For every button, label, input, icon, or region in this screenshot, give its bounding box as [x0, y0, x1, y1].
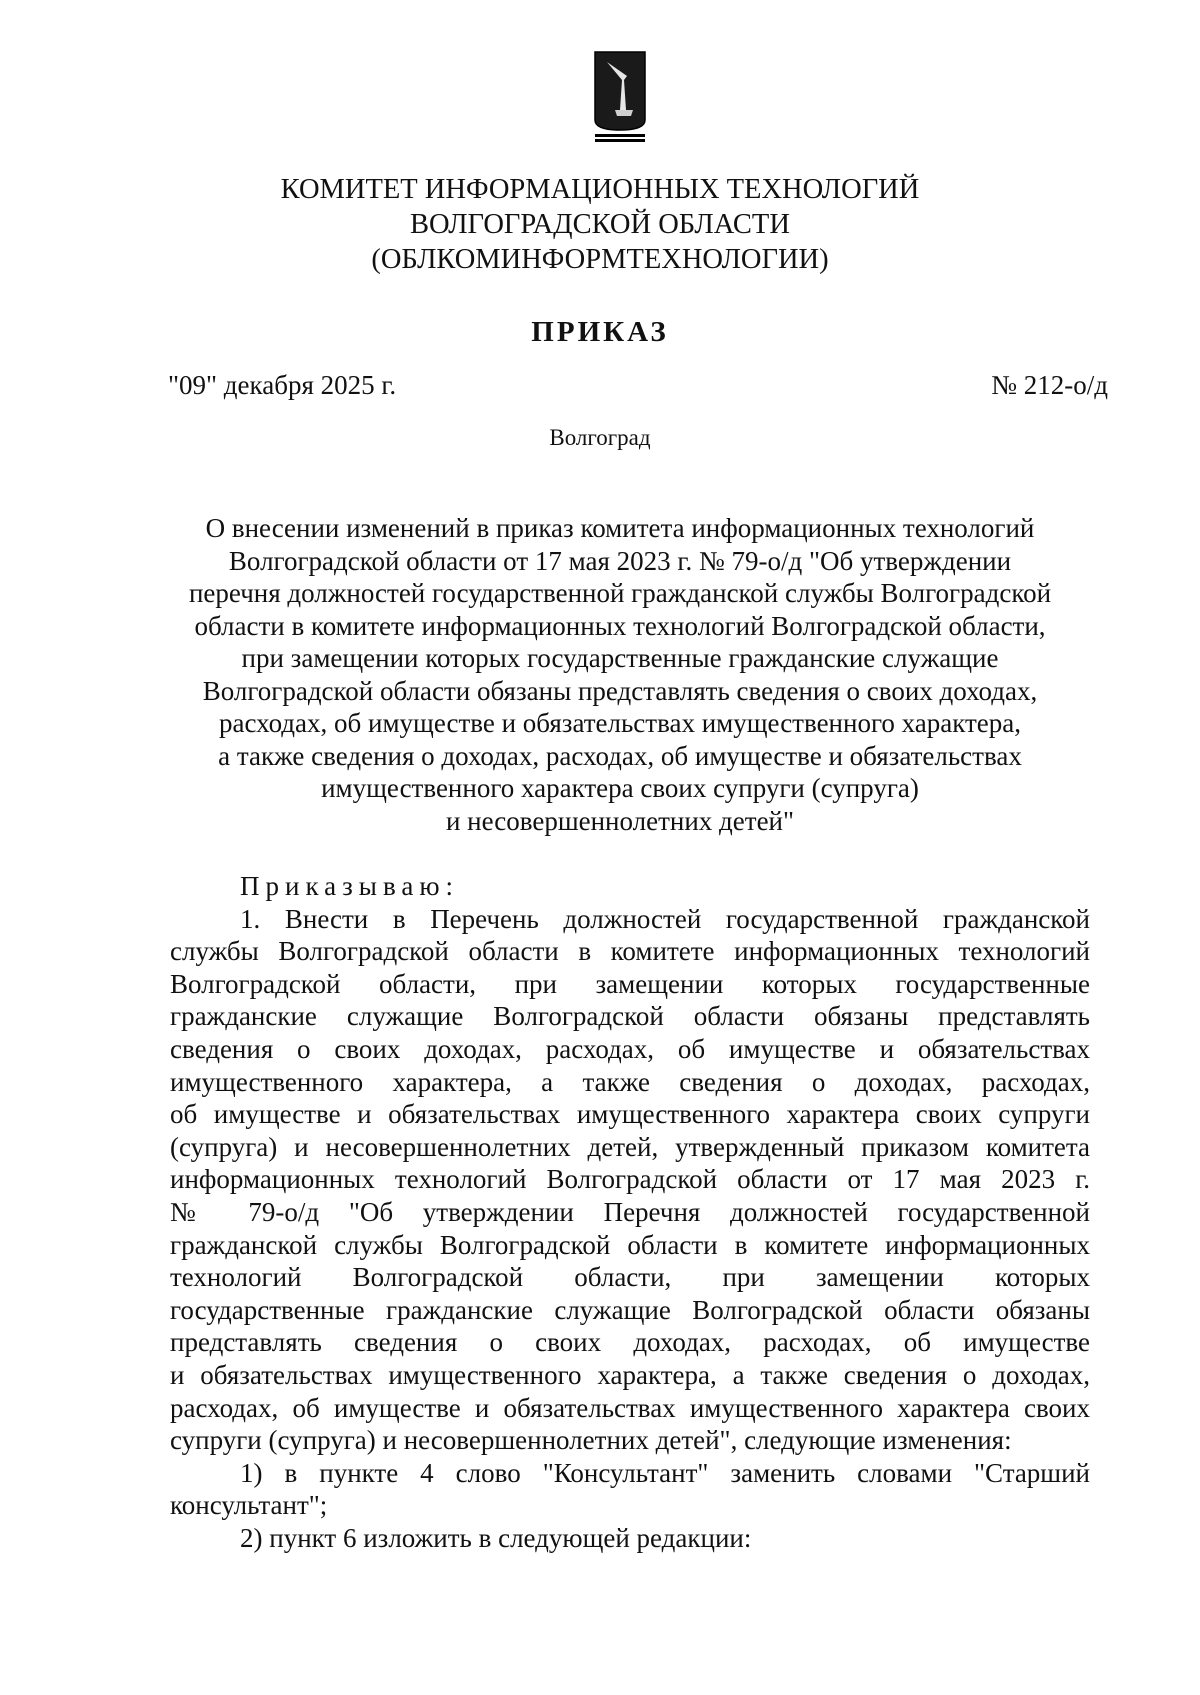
document-title: ПРИКАЗ: [531, 316, 669, 348]
order-number: № 212-о/д: [991, 370, 1108, 400]
item-1-line: сведения о своих доходах, расходах, об имуществе и обязательствах: [170, 1033, 1090, 1064]
item-1-line: представлять сведения о своих доходах, расходах, об имуществе: [170, 1327, 1090, 1358]
org-line: ВОЛГОГРАДСКОЙ ОБЛАСТИ: [410, 209, 790, 240]
order-subject: [150, 512, 1090, 837]
item-1-line: расходах, об имуществе и обязательствах имущественного характера своих: [170, 1392, 1090, 1423]
subject-line: О внесении изменений в приказ комитета информационных технологий: [205, 513, 1035, 543]
subject-line: Волгоградской области обязаны представлять сведения о своих доходах,: [202, 675, 1038, 706]
subject-line: имущественного характера своих супруги (супруга): [321, 773, 919, 803]
item-1-line: гражданской службы Волгоградской области в комитете информационных: [170, 1229, 1090, 1260]
order-word: Приказываю:: [240, 871, 459, 901]
item-1-line: технологий Волгоградской области, при замещении которых: [170, 1262, 1090, 1293]
subitem-2-line: 2) пункт 6 изложить в следующей редакции:: [240, 1522, 752, 1553]
order-city: Волгоград: [549, 425, 651, 450]
item-1-line: Волгоградской области, при замещении которых государственные: [170, 968, 1090, 999]
item-1-line: службы Волгоградской области в комитете информационных технологий: [170, 936, 1090, 967]
item-1-line: государственные гражданские служащие Волгоградской области обязаны: [170, 1294, 1090, 1325]
order-date: "09" декабря 2025 г.: [168, 370, 397, 400]
subject-line: перечня должностей государственной гражданской службы Волгоградской: [188, 578, 1052, 608]
org-line: (ОБЛКОМИНФОРМТЕХНОЛОГИИ): [371, 244, 829, 275]
organization-name: [200, 172, 1000, 277]
item-1-line: имущественного характера, а также сведения о доходах, расходах,: [170, 1066, 1090, 1097]
item-1-line: супруги (супруга) и несовершеннолетних детей", следующие изменения:: [170, 1425, 1012, 1456]
order-body: [170, 870, 1090, 1554]
item-1-line: № 79-о/д "Об утверждении Перечня должностей государственной: [170, 1196, 1090, 1227]
subject-line: расходах, об имуществе и обязательствах имущественного характера,: [219, 708, 1021, 738]
item-1-line: 1. Внести в Перечень должностей государственной гражданской: [240, 903, 1090, 934]
coat-of-arms-icon: [593, 50, 647, 146]
item-1-line: информационных технологий Волгоградской области от 17 мая 2023 г.: [170, 1164, 1090, 1195]
subject-line: области в комитете информационных технологий Волгоградской области,: [194, 610, 1046, 641]
subitem-1-line: консультант";: [170, 1490, 328, 1521]
subject-line: а также сведения о доходах, расходах, об имуществе и обязательствах: [218, 740, 1022, 771]
item-1-line: гражданские служащие Волгоградской области обязаны представлять: [170, 1001, 1090, 1032]
subitem-1-line: 1) в пункте 4 слово "Консультант" заменить словами "Старший: [240, 1457, 1090, 1488]
subject-line: при замещении которых государственные гражданские служащие: [241, 643, 999, 673]
item-1-line: и обязательствах имущественного характера, а также сведения о доходах,: [170, 1359, 1090, 1390]
org-line: КОМИТЕТ ИНФОРМАЦИОННЫХ ТЕХНОЛОГИЙ: [280, 174, 920, 205]
item-1-line: (супруга) и несовершеннолетних детей, утвержденный приказом комитета: [170, 1131, 1090, 1162]
subject-line: и несовершеннолетних детей": [445, 805, 795, 836]
item-1-line: об имуществе и обязательствах имущественного характера своих супруги: [170, 1099, 1090, 1130]
subject-line: Волгоградской области от 17 мая 2023 г. № 79-о/д "Об утверждении: [228, 545, 1012, 576]
